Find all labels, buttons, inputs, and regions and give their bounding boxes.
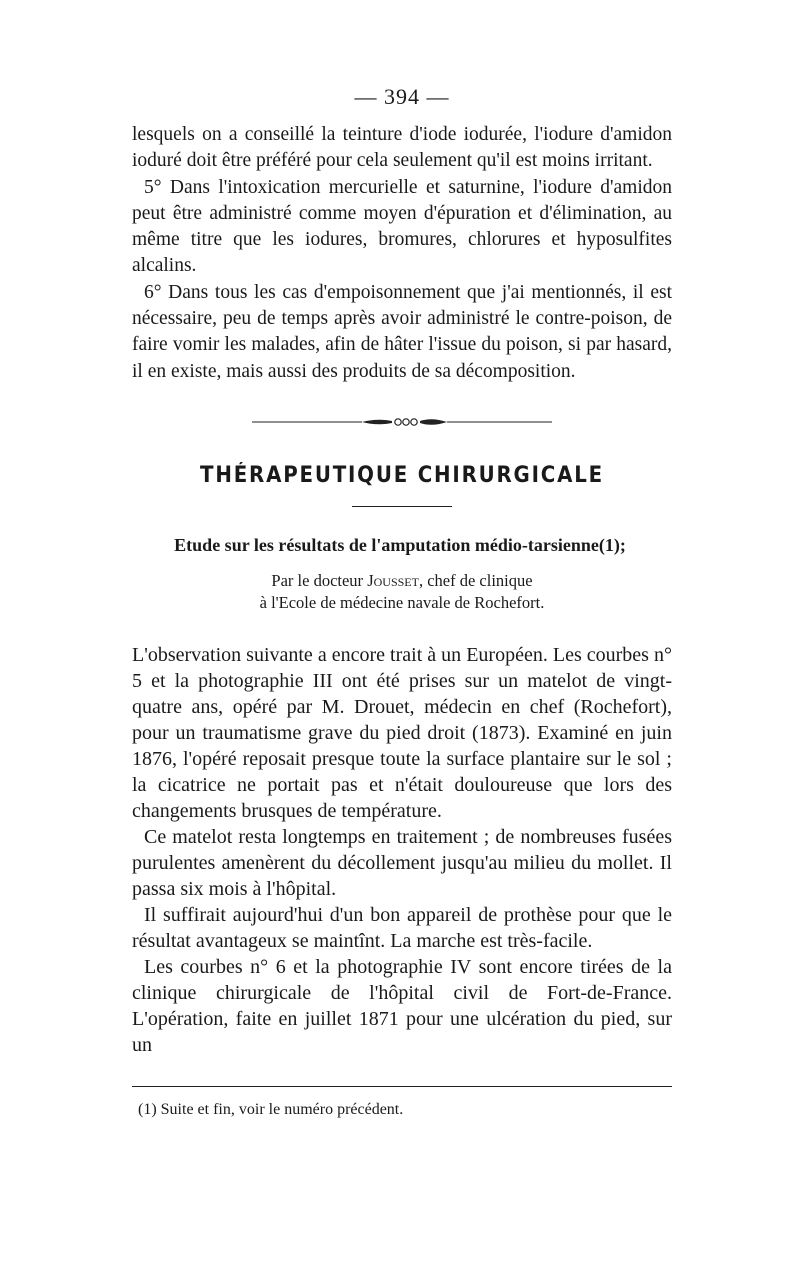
byline-line-2: à l'Ecole de médecine navale de Rochefort.: [259, 592, 545, 612]
paragraph: L'observation suivante a encore trait à un Européen. Les courbes n° 5 et la photographie III ont été prises sur un matelot de vingt-quatre ans, opéré par M. Drouet, médecin en chef (Rochefort), pour un traumatisme grave du pied droit (1873). Examiné en juin 1876, l'opéré reposait presque toute la surface plantaire sur le sol ; la cicatrice ne portait pas et n'était douloureuse que lors des changements brusques de température.: [132, 643, 672, 822]
paragraph: Il suffirait aujourd'hui d'un bon appareil de prothèse pour que le résultat avantageux se maintînt. La marche est très-facile.: [132, 903, 672, 952]
title-rule: [352, 506, 452, 507]
author-name: Jousset: [367, 570, 419, 590]
section-divider-ornament: [252, 415, 552, 429]
page: [132, 78, 672, 1119]
section-title: THÉRAPEUTIQUE CHIRURGICALE: [200, 462, 604, 488]
footnote-rule: [132, 1086, 672, 1087]
paragraph: Les courbes n° 6 et la photographie IV sont encore tirées de la clinique chirurgicale de l'hôpital civil de Fort-de-France. L'opération, faite en juillet 1871 pour une ulcération du pied, sur un: [132, 955, 672, 1056]
byline-suffix: , chef de clinique: [418, 570, 533, 590]
byline-line-1: [132, 570, 672, 592]
paragraph: Ce matelot resta longtemps en traitement ; de nombreuses fusées purulentes amenèrent du décollement jusqu'au milieu du mollet. Il passa six mois à l'hôpital.: [132, 825, 672, 900]
paragraph: 6° Dans tous les cas d'empoisonnement que j'ai mentionnés, il est nécessaire, peu de temps après avoir administré le contre-poison, de faire vomir les malades, afin de hâter l'issue du poison, si par hasard, il en existe, mais aussi des produits de sa décomposition.: [132, 281, 672, 382]
article-title: Etude sur les résultats de l'amputation médio-tarsienne(1);: [174, 534, 626, 555]
article-body: [132, 642, 672, 1058]
byline-prefix: Par le docteur: [271, 570, 368, 590]
paragraph: 5° Dans l'intoxication mercurielle et saturnine, l'iodure d'amidon peut être administré comme moyen d'épuration et d'élimination, au même titre que les iodures, bromures, chlorures et hyposulfites alcalins.: [132, 176, 672, 277]
top-text-block: [132, 122, 672, 385]
footnote: (1) Suite et fin, voir le numéro précédent.: [138, 1100, 404, 1118]
byline: [132, 570, 672, 614]
page-number: — 394 —: [354, 84, 450, 109]
paragraph: lesquels on a conseillé la teinture d'iode iodurée, l'iodure d'amidon ioduré doit être préféré pour cela seulement qu'il est moins irritant.: [132, 124, 672, 172]
